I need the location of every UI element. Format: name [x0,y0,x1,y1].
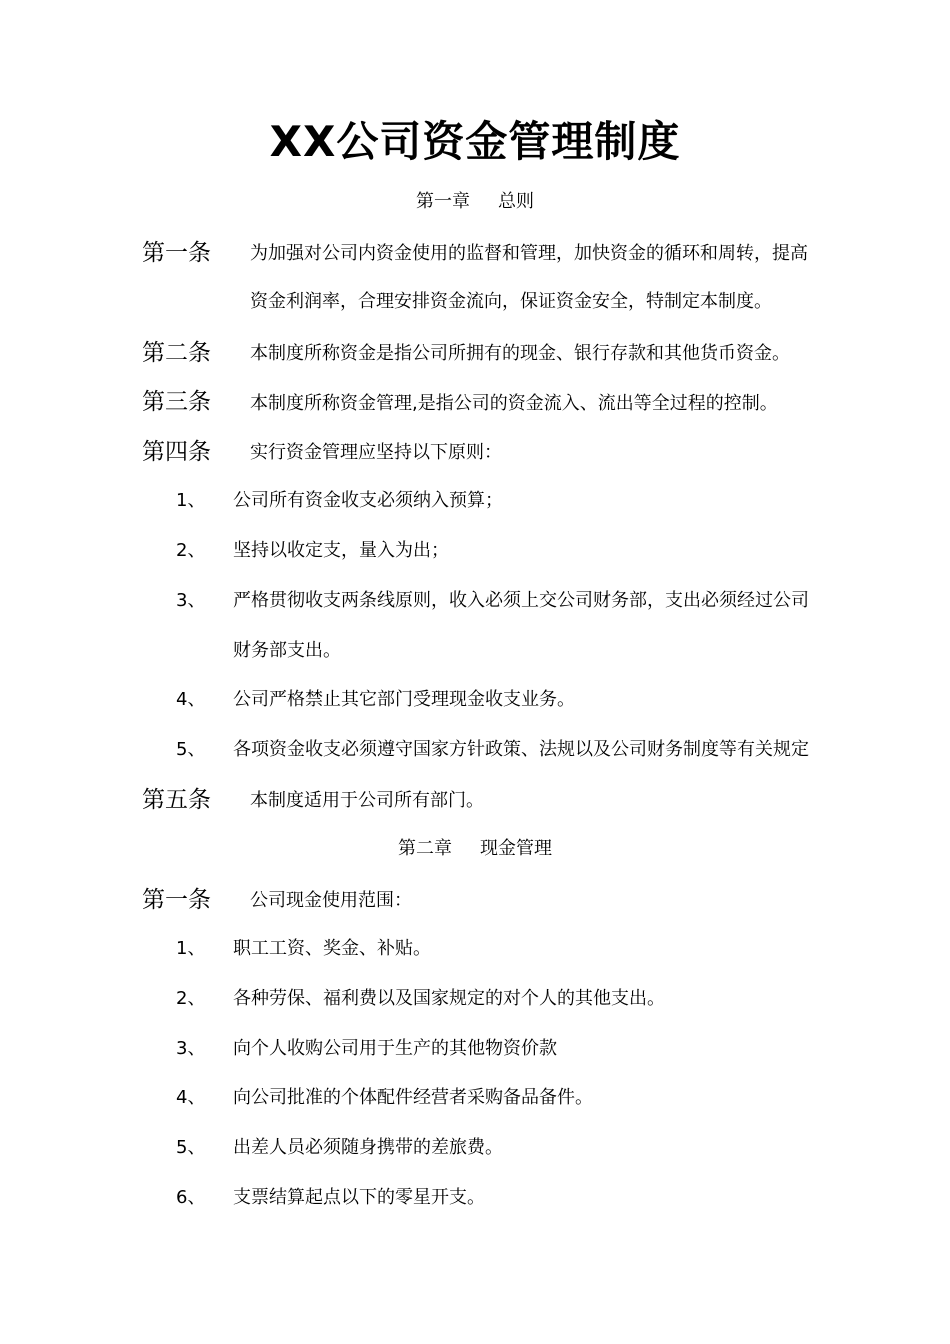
list-item-text: 支票结算起点以下的零星开支。 [233,1187,485,1208]
article-label: 第三条 [142,389,211,415]
list-item-text: 坚持以收定支，量入为出； [233,540,449,561]
chapter-name: 总则 [498,191,534,212]
chapter-number: 第二章 [398,838,452,859]
list-item-text: 公司严格禁止其它部门受理现金收支业务。 [233,689,575,710]
chapter-heading [0,190,950,214]
list-item-number: 1、 [176,938,206,959]
article-text-line: 公司现金使用范围： [250,890,412,911]
list-item-text: 严格贯彻收支两条线原则，收入必须上交公司财务部，支出必须经过公司 [233,590,809,611]
list-item-number: 2、 [176,988,206,1009]
list-item-number: 4、 [176,1087,206,1108]
article-text-line: 本制度适用于公司所有部门。 [250,790,484,811]
article-text-line: 实行资金管理应坚持以下原则： [250,442,502,463]
list-item-text: 各种劳保、福利费以及国家规定的对个人的其他支出。 [233,988,665,1009]
list-item-text: 公司所有资金收支必须纳入预算； [233,490,503,511]
article-label: 第五条 [142,787,211,813]
article-label: 第一条 [142,240,211,266]
article-label: 第二条 [142,340,211,366]
article-text-line: 本制度所称资金是指公司所拥有的现金、银行存款和其他货币资金。 [250,343,790,364]
chapter-heading [0,837,950,861]
list-item-number: 3、 [176,1038,206,1059]
list-item-number: 2、 [176,540,206,561]
list-item-number: 5、 [176,739,206,760]
chapter-number: 第一章 [416,191,470,212]
article-text-line: 资金利润率，合理安排资金流向，保证资金安全，特制定本制度。 [250,291,772,312]
article-text-line: 为加强对公司内资金使用的监督和管理，加快资金的循环和周转，提高 [250,243,808,264]
list-item-number: 1、 [176,490,206,511]
list-item-text: 向公司批准的个体配件经营者采购备品备件。 [233,1087,593,1108]
list-item-number: 4、 [176,689,206,710]
list-item-number: 5、 [176,1137,206,1158]
article-label: 第一条 [142,887,211,913]
list-item-number: 3、 [176,590,206,611]
list-item-text: 各项资金收支必须遵守国家方针政策、法规以及公司财务制度等有关规定 [233,739,809,760]
list-item-text: 财务部支出。 [233,640,341,661]
article-text-line: 本制度所称资金管理,是指公司的资金流入、流出等全过程的控制。 [250,393,778,414]
document-title: XX公司资金管理制度 [269,117,681,166]
list-item-text: 出差人员必须随身携带的差旅费。 [233,1137,503,1158]
chapter-name: 现金管理 [480,838,552,859]
list-item-number: 6、 [176,1187,206,1208]
article-label: 第四条 [142,439,211,465]
list-item-text: 向个人收购公司用于生产的其他物资价款 [233,1038,557,1059]
list-item-text: 职工工资、奖金、补贴。 [233,938,431,959]
